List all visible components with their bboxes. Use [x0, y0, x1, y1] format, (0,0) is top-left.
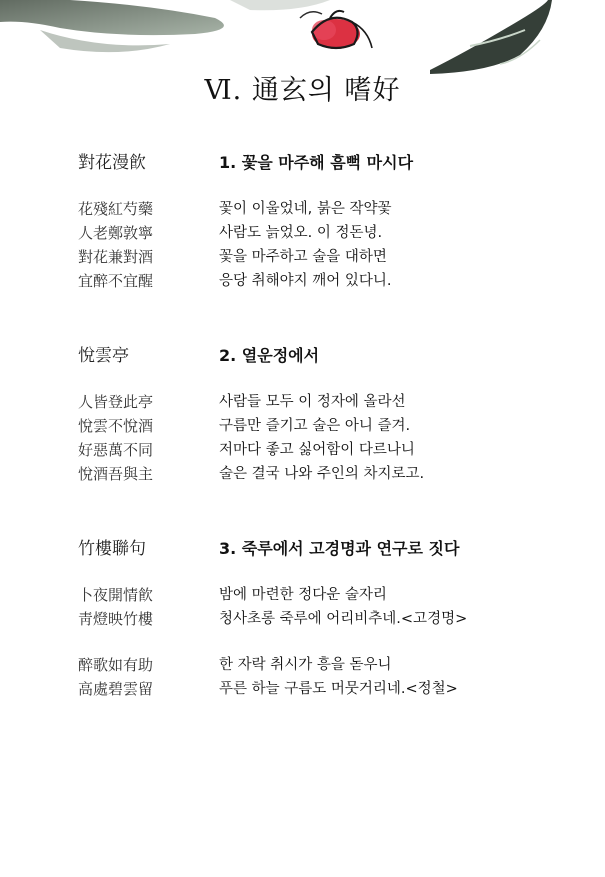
- section-heading: [0, 537, 605, 561]
- poem-section: [0, 344, 605, 486]
- hanja-title: 竹樓聯句: [78, 539, 146, 559]
- hanja-line: 人皆登此亭: [78, 393, 154, 411]
- korean-line: 술은 결국 나와 주인의 차지로고.: [219, 466, 425, 482]
- poem-line: [0, 245, 605, 269]
- poem-line: [0, 462, 605, 486]
- poem-line: [0, 390, 605, 414]
- page-title: Ⅵ. 通玄의 嗜好: [204, 75, 401, 106]
- poem-line: [0, 438, 605, 462]
- poem-line: [0, 221, 605, 245]
- hanja-line: 高處碧雲留: [78, 680, 154, 698]
- korean-line: 한 자락 취시가 흥을 돋우니: [219, 657, 392, 673]
- poem-section: [0, 151, 605, 293]
- hanja-line: 靑燈映竹樓: [78, 610, 154, 628]
- poem-line: [0, 414, 605, 438]
- poem-section: [0, 537, 605, 701]
- leaf-brushstroke: [430, 0, 552, 74]
- section-heading: [0, 151, 605, 175]
- korean-line: 응당 취해야지 깨어 있다니.: [219, 273, 392, 289]
- korean-line: 밤에 마련한 정다운 술자리: [219, 587, 387, 603]
- flower-drawing: [300, 11, 372, 49]
- korean-line: 청사초롱 죽루에 어리비추네.<고경명>: [219, 611, 468, 627]
- korean-line: 저마다 좋고 싫어함이 다르나니: [219, 442, 415, 458]
- hanja-line: 宜醉不宜醒: [78, 272, 154, 290]
- korean-line: 푸른 하늘 구름도 머뭇거리네.<정철>: [219, 681, 458, 697]
- poem-line: [0, 607, 605, 631]
- hanja-title: 悅雲亭: [78, 346, 129, 366]
- leaf-brushstroke: [230, 0, 330, 10]
- poem-line: [0, 653, 605, 677]
- section-heading: [0, 344, 605, 368]
- hanja-line: 悅酒吾與主: [78, 465, 154, 483]
- hanja-line: 人老鄭敦寧: [78, 224, 154, 242]
- poem-line: [0, 197, 605, 221]
- korean-line: 꽃이 이울었네, 붉은 작약꽃: [219, 201, 392, 217]
- korean-title: 3. 죽루에서 고경명과 연구로 짓다: [219, 539, 460, 558]
- leaf-brushstroke: [0, 0, 224, 35]
- korean-line: 구름만 즐기고 술은 아니 즐겨.: [219, 418, 411, 434]
- korean-line: 꽃을 마주하고 술을 대하면: [219, 249, 387, 265]
- hanja-line: 對花兼對酒: [78, 248, 154, 266]
- hanja-line: 花殘紅芍藥: [78, 200, 154, 218]
- hanja-line: 悅雲不悅酒: [78, 417, 154, 435]
- korean-line: 사람도 늙었오. 이 정돈녕.: [219, 225, 383, 241]
- poem-line: [0, 677, 605, 701]
- hanja-title: 對花漫飮: [78, 153, 146, 173]
- poem-line: [0, 583, 605, 607]
- korean-title: 1. 꽃을 마주해 흠뻑 마시다: [219, 153, 414, 172]
- hanja-line: 醉歌如有助: [78, 656, 154, 674]
- hanja-line: 好惡萬不同: [78, 441, 154, 459]
- korean-line: 사람들 모두 이 정자에 올라선: [219, 394, 406, 410]
- poem-line: [0, 269, 605, 293]
- korean-title: 2. 열운정에서: [219, 346, 320, 365]
- hanja-line: 卜夜開情飮: [78, 586, 154, 604]
